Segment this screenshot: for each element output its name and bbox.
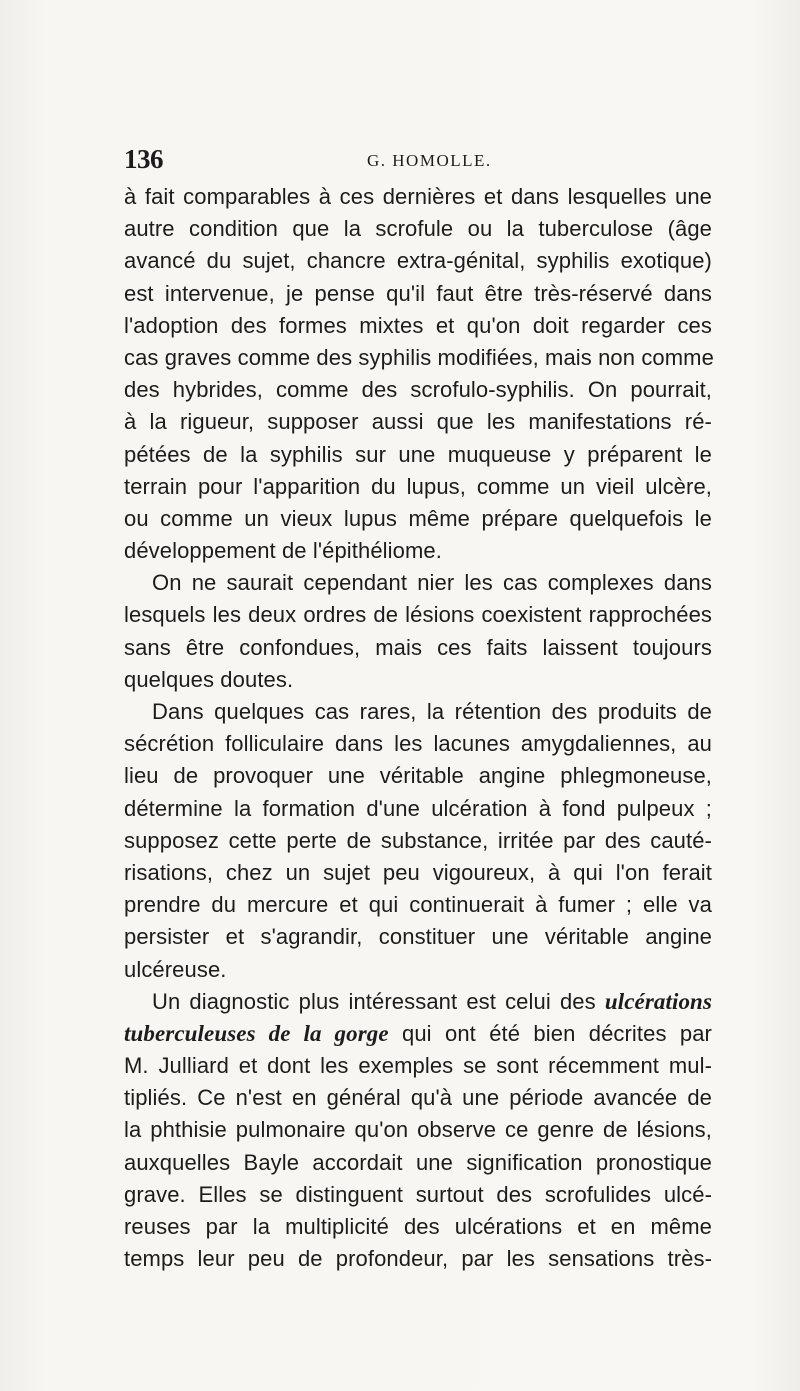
text-line: lesquels les deux ordres de lésions coexistent rapprochées [124, 602, 712, 628]
text-run: qui ont été bien décrites par [388, 1020, 712, 1046]
text-line: grave. Elles se distinguent surtout des scrofulides ulcé- [124, 1181, 712, 1207]
text-line: à la rigueur, supposer aussi que les manifestations ré- [124, 409, 712, 435]
text-line: des hybrides, comme des scrofulo-syphilis. On pourrait, [124, 377, 712, 403]
text-line: On ne saurait cependant nier les cas complexes dans [152, 570, 712, 596]
text-line: risations, chez un sujet peu vigoureux, à qui l'on ferait [124, 859, 712, 885]
text-line: auxquelles Bayle accordait une signification pronostique [124, 1149, 712, 1175]
text-line: l'adoption des formes mixtes et qu'on doit regarder ces [124, 312, 712, 338]
text-line: avancé du sujet, chancre extra-génital, syphilis exotique) [124, 248, 712, 274]
text-line: développement de l'épithéliome. [124, 538, 442, 564]
text-line: la phthisie pulmonaire qu'on observe ce genre de lésions, [124, 1117, 712, 1143]
text-line: ulcéreuse. [124, 956, 227, 982]
text-line: tipliés. Ce n'est en général qu'à une période avancée de [124, 1085, 712, 1111]
text-line: autre condition que la scrofule ou la tuberculose (âge [124, 216, 712, 242]
page-number: 136 [124, 144, 163, 174]
text-line: à fait comparables à ces dernières et dans lesquelles une [124, 184, 712, 209]
text-line: M. Julliard et dont les exemples se sont récemment mul- [124, 1053, 712, 1079]
running-head: G. HOMOLLE. [367, 151, 492, 170]
italic-term: tuberculeuses de la gorge [124, 1020, 389, 1046]
text-run: Un diagnostic plus intéressant est celui des [152, 988, 605, 1014]
text-line: supposez cette perte de substance, irritée par des cauté- [124, 827, 712, 853]
text-line: pétées de la syphilis sur une muqueuse y préparent le [124, 441, 712, 467]
text-line: cas graves comme des syphilis modifiées, mais non comme [124, 344, 714, 370]
text-line: persister et s'agrandir, constituer une véritable angine [124, 924, 712, 950]
text-line: Dans quelques cas rares, la rétention des produits de [152, 699, 712, 724]
text-line: détermine la formation d'une ulcération à fond pulpeux ; [124, 795, 712, 821]
body-text [124, 181, 712, 1275]
text-line: sans être confondues, mais ces faits laissent toujours [124, 634, 712, 660]
text-line: quelques doutes. [124, 666, 294, 692]
italic-term: ulcérations [604, 988, 712, 1014]
page-header [124, 144, 709, 174]
text-line: reuses par la multiplicité des ulcérations et en même [124, 1214, 712, 1239]
text-line: est intervenue, je pense qu'il faut être très-réservé dans [124, 280, 712, 306]
text-line [124, 986, 712, 1018]
text-line: sécrétion folliculaire dans les lacunes amygdaliennes, au [124, 731, 712, 757]
text-line [124, 1018, 712, 1050]
text-line: temps leur peu de profondeur, par les sensations très- [124, 1246, 712, 1272]
text-line: lieu de provoquer une véritable angine phlegmoneuse, [124, 763, 712, 789]
text-line: prendre du mercure et qui continuerait à fumer ; elle va [124, 892, 712, 918]
text-line: ou comme un vieux lupus même prépare quelquefois le [124, 505, 712, 531]
text-line: terrain pour l'apparition du lupus, comme un vieil ulcère, [124, 473, 712, 499]
